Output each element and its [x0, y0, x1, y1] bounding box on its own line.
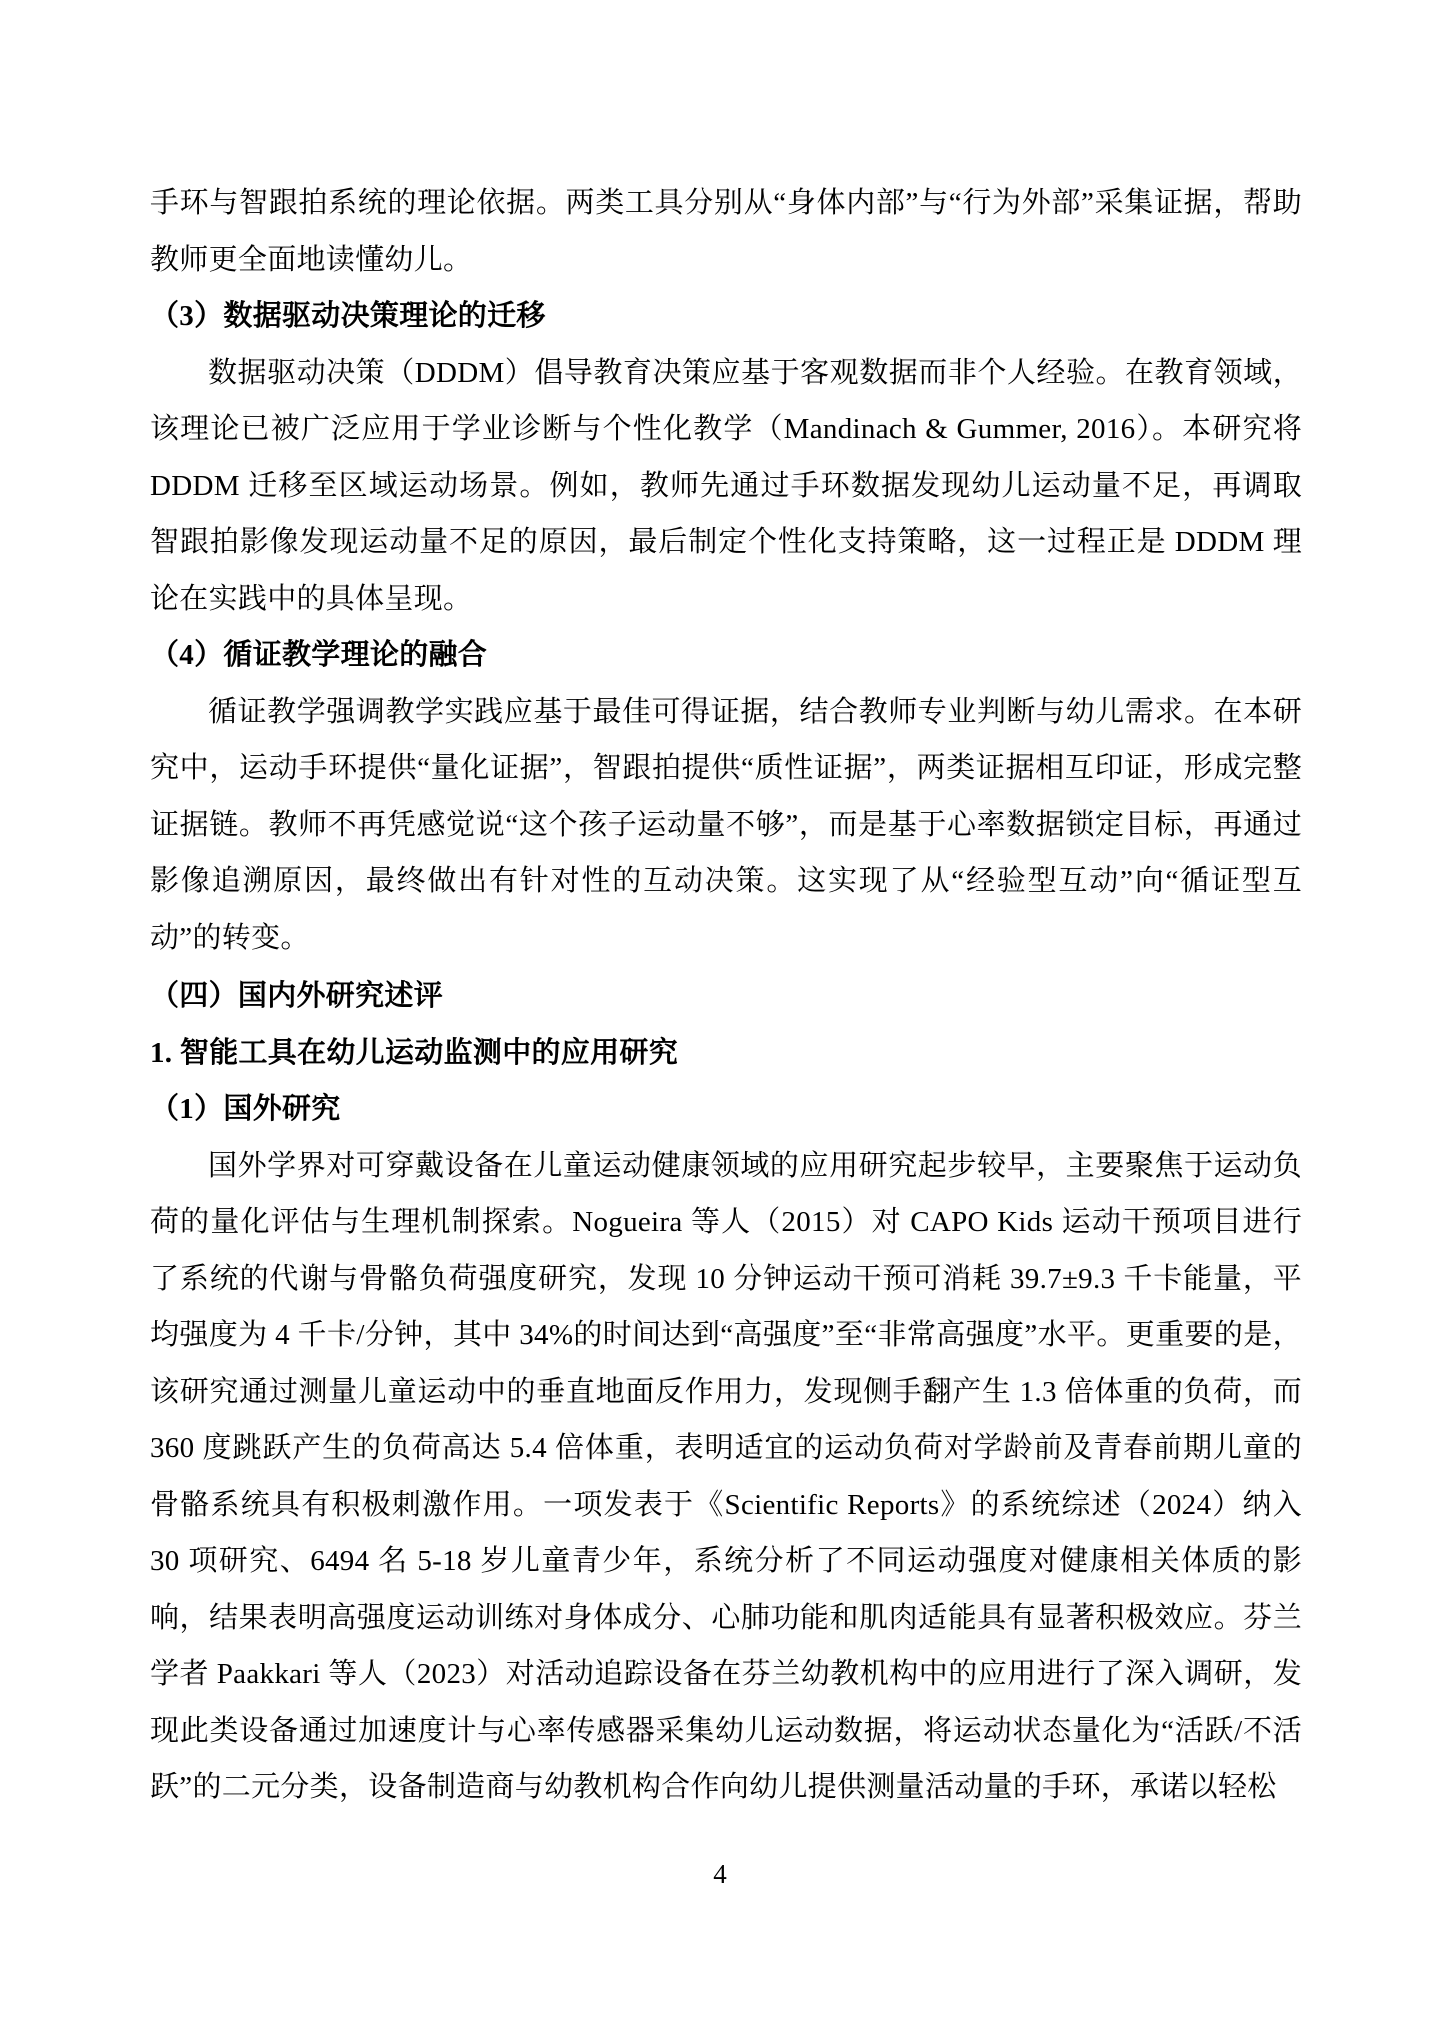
paragraph-evidence-based: 循证教学强调教学实践应基于最佳可得证据，结合教师专业判断与幼儿需求。在本研究中，运动手环提供“量化证据”，智跟拍提供“质性证据”，两类证据相互印证，形成完整证据链。教师不再凭感觉说“这个孩子运动量不够”，而是基于心率数据锁定目标，再通过影像追溯原因，最终做出有针对性的互动决策。这实现了从“经验型互动”向“循证型互动”的转变。: [150, 695, 1302, 954]
document-body: [150, 175, 1302, 1816]
paragraph-continuation: 手环与智跟拍系统的理论依据。两类工具分别从“身体内部”与“行为外部”采集证据，帮助教师更全面地读懂幼儿。: [150, 187, 1302, 276]
heading-numbered-smart-tools: 1. 智能工具在幼儿运动监测中的应用研究: [150, 1036, 679, 1069]
page-number: 4: [713, 1859, 727, 1889]
heading-4-evidence-based-teaching: （4）循证教学理论的融合: [150, 639, 488, 671]
heading-sub-foreign-research: （1）国外研究: [150, 1093, 341, 1125]
heading-level2-research-review: （四）国内外研究述评: [150, 980, 444, 1012]
heading-3-data-driven-decision: （3）数据驱动决策理论的迁移: [150, 300, 546, 332]
paragraph-dddm: 数据驱动决策（DDDM）倡导教育决策应基于客观数据而非个人经验。在教育领域，该理论已被广泛应用于学业诊断与个性化教学（Mandinach & Gummer, 2016）。本研究将 DDDM 迁移至区域运动场景。例如，教师先通过手环数据发现幼儿运动量不足，再调取智跟拍影像发现运动量不足的原因，最后制定个性化支持策略，这一过程正是 DDDM 理论在实践中的具体呈现。: [150, 356, 1302, 615]
paragraph-foreign-research: 国外学界对可穿戴设备在儿童运动健康领域的应用研究起步较早，主要聚焦于运动负荷的量化评估与生理机制探索。Nogueira 等人（2015）对 CAPO Kids 运动干预项目进行了系统的代谢与骨骼负荷强度研究，发现 10 分钟运动干预可消耗 39.7±9.3 千卡能量，平均强度为 4 千卡/分钟，其中 34%的时间达到“高强度”至“非常高强度”水平。更重要的是，该研究通过测量儿童运动中的垂直地面反作用力，发现侧手翻产生 1.3 倍体重的负荷，而 360 度跳跃产生的负荷高达 5.4 倍体重，表明适宜的运动负荷对学龄前及青春前期儿童的骨骼系统具有积极刺激作用。一项发表于《Scientific Reports》的系统综述（2024）纳入 30 项研究、6494 名 5-18 岁儿童青少年，系统分析了不同运动强度对健康相关体质的影响，结果表明高强度运动训练对身体成分、心肺功能和肌肉适能具有显著积极效应。芬兰学者 Paakkari 等人（2023）对活动追踪设备在芬兰幼教机构中的应用进行了深入调研，发现此类设备通过加速度计与心率传感器采集幼儿运动数据，将运动状态量化为“活跃/不活跃”的二元分类，设备制造商与幼教机构合作向幼儿提供测量活动量的手环，承诺以轻松: [150, 1149, 1302, 1803]
